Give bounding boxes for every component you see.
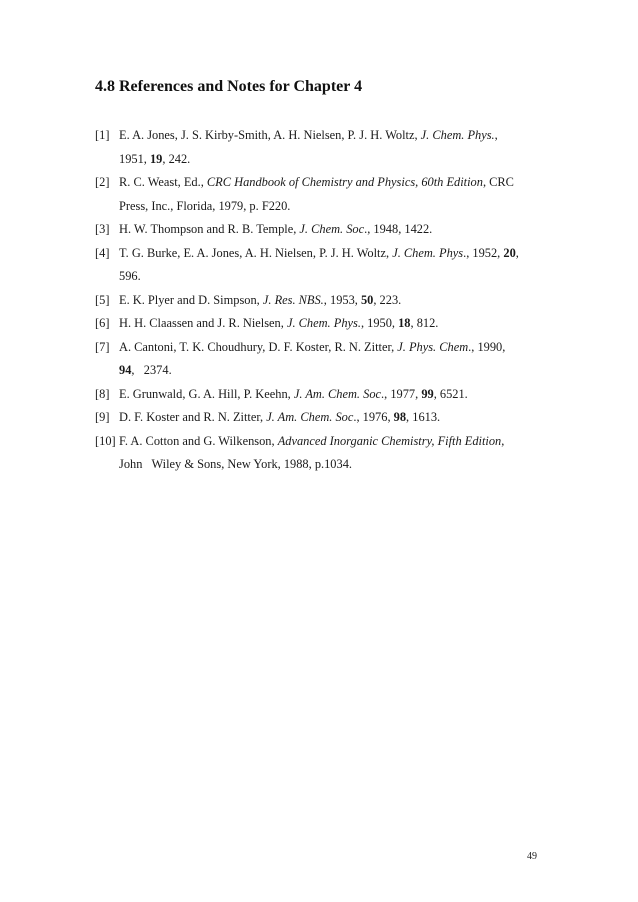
reference-line <box>119 336 545 360</box>
reference-line <box>119 406 545 430</box>
reference-year: ., 1976, <box>353 410 394 424</box>
reference-item <box>95 289 545 313</box>
reference-pages: , 242. <box>162 151 191 166</box>
reference-item <box>95 406 545 430</box>
reference-number: [9] <box>95 410 110 424</box>
reference-line <box>119 289 545 313</box>
reference-line <box>119 242 545 266</box>
reference-number: [4] <box>95 245 110 260</box>
reference-year: , 1950, <box>360 316 399 330</box>
reference-volume: 99 <box>421 386 434 401</box>
reference-separator: , <box>515 245 519 260</box>
reference-line <box>119 453 545 477</box>
reference-number: [6] <box>95 316 110 330</box>
reference-pages: , 2374. <box>131 363 172 377</box>
reference-journal: J. Chem. Phys. <box>420 128 495 142</box>
reference-item <box>95 383 545 407</box>
reference-volume: 20 <box>503 245 516 260</box>
reference-authors: H. W. Thompson and R. B. Temple, <box>119 222 300 236</box>
reference-publisher-info: John Wiley & Sons, New York, 1988, p.1034. <box>119 457 352 471</box>
reference-line <box>119 124 545 148</box>
reference-number: [5] <box>95 292 110 307</box>
reference-journal: J. Chem. Soc <box>299 222 365 236</box>
reference-line <box>119 265 545 289</box>
reference-authors: E. K. Plyer and D. Simpson, <box>119 292 263 307</box>
reference-item <box>95 124 545 171</box>
reference-separator: , <box>501 433 505 448</box>
reference-volume: 18 <box>398 316 411 330</box>
reference-journal: J. Res. NBS. <box>262 292 324 307</box>
reference-authors: F. A. Cotton and G. Wilkenson, <box>119 433 278 448</box>
reference-details: ., 1948, 1422. <box>364 222 433 236</box>
reference-book-title: Advanced Inorganic Chemistry, Fifth Edition <box>277 433 502 448</box>
reference-year: , 1953, <box>323 292 361 307</box>
reference-number: [2] <box>95 175 110 189</box>
reference-volume: 94 <box>119 363 132 377</box>
reference-authors: T. G. Burke, E. A. Jones, A. H. Nielsen, P. J. H. Woltz, <box>119 245 393 260</box>
reference-year: 1951, <box>119 151 150 166</box>
reference-pages: , 6521. <box>433 386 468 401</box>
reference-authors: H. H. Claassen and J. R. Nielsen, <box>119 316 287 330</box>
reference-line <box>119 195 545 219</box>
reference-authors: D. F. Koster and R. N. Zitter, <box>119 410 267 424</box>
reference-item <box>95 430 545 477</box>
reference-number: [3] <box>95 222 110 236</box>
reference-book-title: CRC Handbook of Chemistry and Physics, 60th Edition <box>206 175 483 189</box>
reference-item <box>95 218 545 242</box>
reference-authors: E. A. Jones, J. S. Kirby-Smith, A. H. Nielsen, P. J. H. Woltz, <box>119 128 421 142</box>
reference-number: [10] <box>95 433 116 448</box>
reference-number: [7] <box>95 339 110 354</box>
reference-journal: J. Am. Chem. Soc <box>266 410 354 424</box>
reference-line <box>119 312 545 336</box>
reference-editor: R. C. Weast, Ed., <box>119 175 207 189</box>
reference-year: ., 1990, <box>468 339 506 354</box>
reference-journal: J. Chem. Phys. <box>286 316 361 330</box>
reference-separator: , <box>494 128 498 142</box>
reference-list <box>95 124 545 477</box>
reference-item <box>95 242 545 289</box>
page-number: 49 <box>527 851 537 862</box>
reference-pages: , 812. <box>410 316 439 330</box>
reference-line <box>119 218 545 242</box>
section-title: 4.8 References and Notes for Chapter 4 <box>95 78 363 95</box>
reference-year: ., 1977, <box>381 386 422 401</box>
reference-line <box>119 383 545 407</box>
reference-line <box>119 171 545 195</box>
reference-number: [1] <box>95 128 110 142</box>
reference-publisher-info: Press, Inc., Florida, 1979, p. F220. <box>119 198 291 213</box>
reference-item <box>95 336 545 383</box>
reference-number: [8] <box>95 386 110 401</box>
reference-journal: J. Am. Chem. Soc <box>293 386 382 401</box>
reference-journal: J. Chem. Phys <box>392 245 464 260</box>
reference-volume: 50 <box>360 292 374 307</box>
reference-volume: 19 <box>149 151 163 166</box>
reference-publisher: , CRC <box>482 175 514 189</box>
reference-authors: E. Grunwald, G. A. Hill, P. Keehn, <box>119 386 294 401</box>
reference-line <box>119 148 545 172</box>
reference-pages: 596. <box>119 269 141 283</box>
reference-authors: A. Cantoni, T. K. Choudhury, D. F. Koster, R. N. Zitter, <box>119 339 398 354</box>
reference-item <box>95 171 545 218</box>
reference-pages: , 223. <box>373 292 402 307</box>
reference-line <box>119 430 545 454</box>
reference-line <box>119 359 545 383</box>
reference-pages: , 1613. <box>406 410 441 424</box>
reference-journal: J. Phys. Chem <box>397 339 469 354</box>
reference-year: ., 1952, <box>463 245 504 260</box>
reference-item <box>95 312 545 336</box>
reference-volume: 98 <box>393 410 407 424</box>
